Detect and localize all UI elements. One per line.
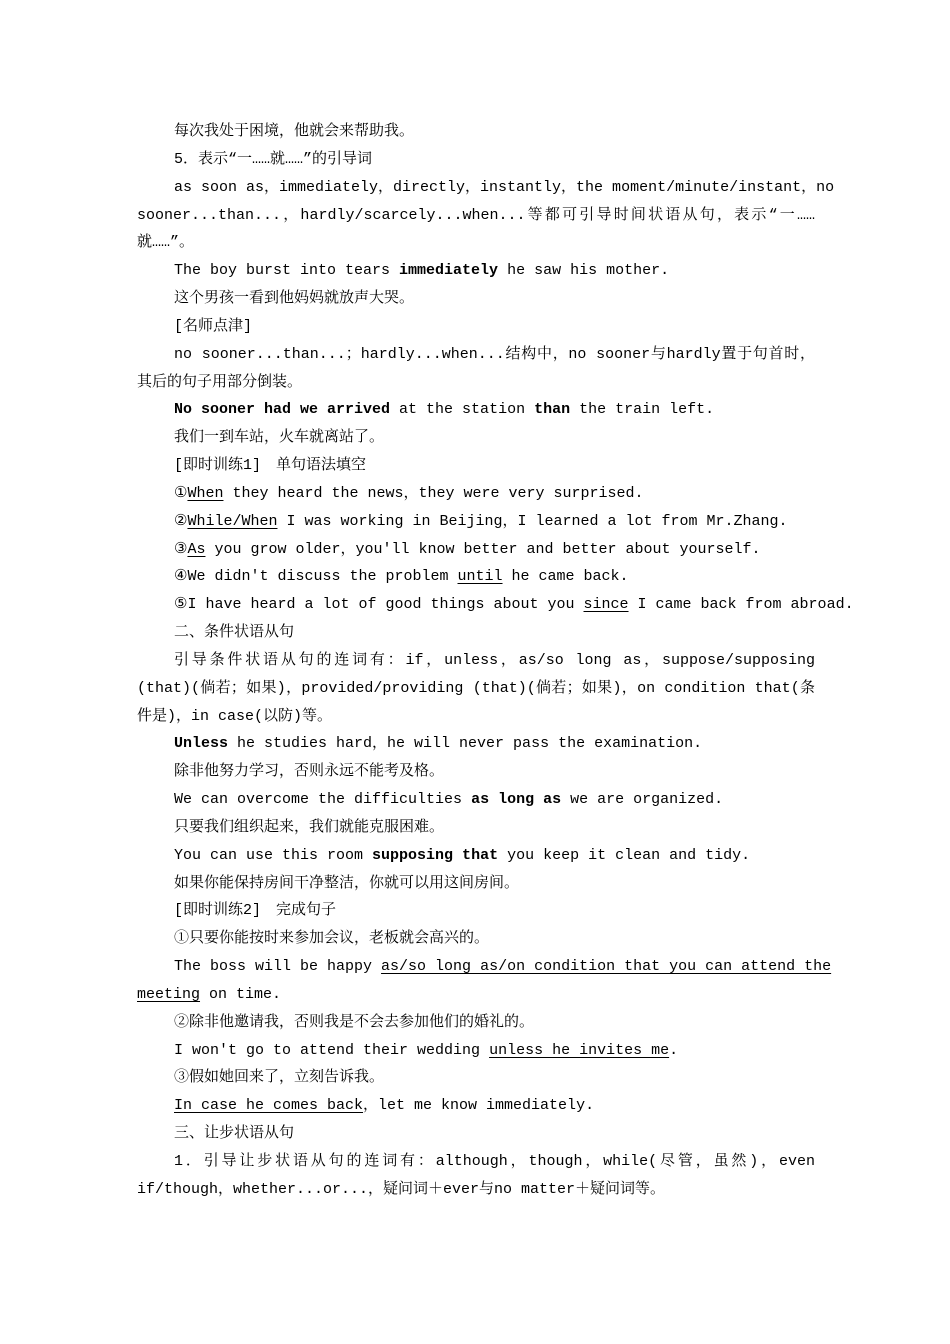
paragraph-line: 每次我处于困境，他就会来帮助我。 [174, 123, 415, 140]
example-sentence: Unless he studies hard，he will never pass the examination. [174, 735, 703, 752]
example-translation: 只要我们组织起来，我们就能克服困难。 [174, 819, 445, 836]
note-heading: [名师点津] [174, 318, 253, 335]
example-sentence: You can use this room supposing that you keep it clean and tidy. [174, 847, 751, 864]
exercise-answer: I won't go to attend their wedding unless he invites me. [174, 1042, 679, 1059]
paragraph-line: as soon as，immediately，directly，instantly，the moment/minute/instant，no [174, 179, 835, 196]
exercise-item: ④We didn't discuss the problem until he came back. [174, 568, 629, 585]
exercise-item: ⑤I have heard a lot of good things about you since I came back from abroad. [174, 596, 854, 613]
paragraph-line: 就……”。 [137, 234, 195, 251]
example-translation: 我们一到车站，火车就离站了。 [174, 429, 385, 446]
exercise-heading: [即时训练1] 单句语法填空 [174, 457, 367, 474]
example-translation: 如果你能保持房间干净整洁，你就可以用这间房间。 [174, 875, 520, 892]
exercise-item: ①只要你能按时来参加会议，老板就会高兴的。 [174, 930, 490, 947]
paragraph-line: 其后的句子用部分倒装。 [137, 374, 303, 391]
exercise-item: ②While/When I was working in Beijing，I learned a lot from Mr.Zhang. [174, 513, 788, 530]
example-sentence: No sooner had we arrived at the station than the train left. [174, 401, 715, 418]
exercise-answer: The boss will be happy as/so long as/on condition that you can attend the [174, 958, 832, 975]
section-heading: 三、让步状语从句 [174, 1125, 295, 1142]
exercise-item: ③假如她回来了，立刻告诉我。 [174, 1069, 385, 1086]
example-sentence: The boy burst into tears immediately he saw his mother. [174, 262, 670, 279]
exercise-heading: [即时训练2] 完成句子 [174, 902, 337, 919]
paragraph-line: no sooner...than...；hardly...when...结构中，no sooner与hardly置于句首时， [174, 346, 815, 363]
exercise-answer: meeting on time. [137, 986, 282, 1003]
paragraph-line: 1．引导让步状语从句的连词有：although，though，while(尽管，虽然)，even [174, 1153, 815, 1170]
section-heading: 5．表示“一……就……”的引导词 [174, 151, 373, 168]
example-translation: 除非他努力学习，否则永远不能考及格。 [174, 763, 445, 780]
section-heading: 二、条件状语从句 [174, 624, 295, 641]
example-translation: 这个男孩一看到他妈妈就放声大哭。 [174, 290, 415, 307]
exercise-item: ②除非他邀请我，否则我是不会去参加他们的婚礼的。 [174, 1014, 535, 1031]
paragraph-line: if/though，whether...or...，疑问词＋ever与no matter＋疑问词等。 [137, 1181, 666, 1198]
exercise-item: ③As you grow older，you'll know better and better about yourself. [174, 541, 761, 558]
paragraph-line: 件是)，in case(以防)等。 [137, 708, 333, 725]
paragraph-line: (that)(倘若；如果)，provided/providing (that)(倘若；如果)，on condition that(条 [137, 680, 815, 697]
paragraph-line: sooner...than...，hardly/scarcely...when...等都可引导时间状语从句，表示“一…… [137, 207, 815, 224]
exercise-item: ①When they heard the news，they were very surprised. [174, 485, 644, 502]
example-sentence: We can overcome the difficulties as long as we are organized. [174, 791, 724, 808]
exercise-answer: In case he comes back，let me know immediately. [174, 1097, 595, 1114]
paragraph-line: 引导条件状语从句的连词有：if，unless，as/so long as，suppose/supposing [174, 652, 815, 669]
